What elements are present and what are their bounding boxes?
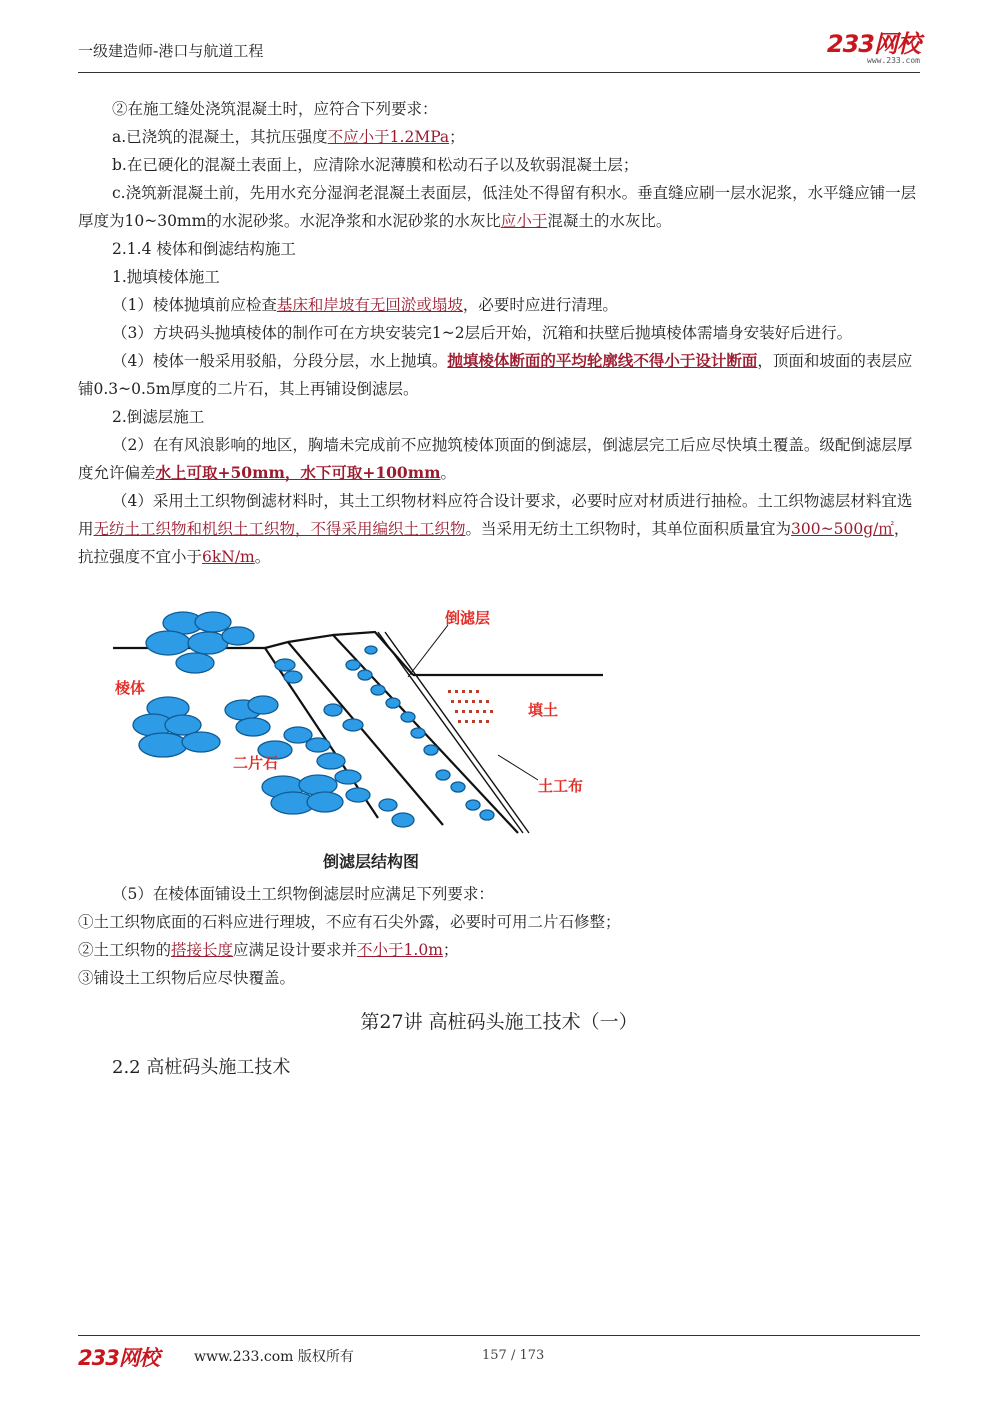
lower-content xyxy=(78,880,920,1082)
highlight-tensile: 6kN/m xyxy=(202,548,255,566)
para-prism-1: （1）棱体抛填前应检查基床和岸坡有无回淤或塌坡，必要时应进行清理。 xyxy=(112,296,618,314)
heading-2-1-4: 2.1.4 棱体和倒滤结构施工 xyxy=(112,240,296,258)
highlight-strength: 不应小于1.2MPa xyxy=(327,128,450,146)
para-prism-4: （4）棱体一般采用驳船，分段分层，水上抛填。抛填棱体断面的平均轮廓线不得小于设计断面，顶面和坡面的表层应铺0.3~0.5m厚度的二片石，其上再铺设倒滤层。 xyxy=(78,351,913,398)
highlight-bed-check: 基床和岸坡有无回淤或塌坡 xyxy=(276,296,463,314)
heading-prism-fill: 1.抛填棱体施工 xyxy=(112,268,220,286)
section-title: 2.2 高桩码头施工技术 xyxy=(112,1057,291,1078)
para-geotextile-5: （5）在棱体面铺设土工织物倒滤层时应满足下列要求： xyxy=(112,885,494,903)
highlight-mass: 300~500g/㎡ xyxy=(791,520,894,538)
filter-diagram xyxy=(113,605,613,875)
main-content xyxy=(78,95,920,571)
label-geotextile: 土工布 xyxy=(538,777,584,795)
filter-structure-figure xyxy=(113,605,613,875)
lecture-title: 第27讲 高桩码头施工技术（一） xyxy=(360,1011,638,1033)
para-filter-4: （4）采用土工织物倒滤材料时，其土工织物材料应符合设计要求，必要时应对材质进行抽检。土工织物滤层材料宜选用无纺土工织物和机织土工织物，不得采用编织土工织物。当采用无纺土工织物时，其单位面积质量宜为300~500g/㎡，抗拉强度不宜小于6kN/m。 xyxy=(78,492,913,566)
para-item-a: a.已浇筑的混凝土，其抗压强度不应小于1.2MPa； xyxy=(112,128,465,146)
label-fill-soil: 填土 xyxy=(528,701,559,719)
para-item-c: c.浇筑新混凝土前，先用水充分湿润老混凝土表面层，低洼处不得留有积水。垂直缝应刷一层水泥浆，水平缝应铺一层厚度为10~30mm的水泥砂浆。水泥净浆和水泥砂浆的水灰比应小于混凝土的水灰比。 xyxy=(78,184,917,230)
para-prism-3: （3）方块码头抛填棱体的制作可在方块安装完1~2层后开始，沉箱和扶壁后抛填棱体需墙身安装好后进行。 xyxy=(112,324,853,342)
course-title: 一级建造师-港口与航道工程 xyxy=(78,42,264,60)
brand-logo xyxy=(827,32,920,65)
highlight-tolerance: 水上可取+50mm，水下可取+100mm xyxy=(155,463,441,482)
para-filter-2: （2）在有风浪影响的地区，胸墙未完成前不应抛筑棱体顶面的倒滤层，倒滤层完工后应尽快填土覆盖。级配倒滤层厚度允许偏差水上可取+50mm，水下可取+100mm。 xyxy=(78,436,913,482)
highlight-overlap: 搭接长度 xyxy=(171,941,234,959)
logo-url: www.233.com xyxy=(867,56,920,65)
highlight-ratio: 应小于 xyxy=(500,212,548,230)
para-requirement-3: ③铺设土工织物后应尽快覆盖。 xyxy=(78,969,296,987)
footer-copyright: www.233.com 版权所有 xyxy=(194,1349,354,1365)
para-requirement-2: ②土工织物的搭接长度应满足设计要求并不小于1.0m； xyxy=(78,941,459,959)
page-header xyxy=(78,30,920,73)
label-filter-layer: 倒滤层 xyxy=(445,609,491,627)
para-construction-joint: ②在施工缝处浇筑混凝土时，应符合下列要求： xyxy=(112,100,438,118)
label-rubble: 二片石 xyxy=(233,754,279,772)
para-requirement-1: ①土工织物底面的石料应进行理坡，不应有石尖外露，必要时可用二片石修整； xyxy=(78,913,621,931)
highlight-overlap-min: 不小于1.0m xyxy=(357,941,443,959)
label-prism: 棱体 xyxy=(115,679,146,697)
page-footer xyxy=(78,1335,920,1376)
page-number: 157 / 173 xyxy=(482,1348,545,1363)
highlight-profile: 抛填棱体断面的平均轮廓线不得小于设计断面 xyxy=(447,351,758,370)
footer-logo: 233网校 xyxy=(78,1346,159,1370)
para-item-b: b.在已硬化的混凝土表面上，应清除水泥薄膜和松动石子以及软弱混凝土层； xyxy=(112,156,639,174)
heading-filter-layer: 2.倒滤层施工 xyxy=(112,408,205,426)
highlight-fabric: 无纺土工织物和机织土工织物，不得采用编织土工织物 xyxy=(93,520,466,538)
figure-caption: 倒滤层结构图 xyxy=(323,852,420,871)
logo-text: 233网校 xyxy=(826,30,920,58)
